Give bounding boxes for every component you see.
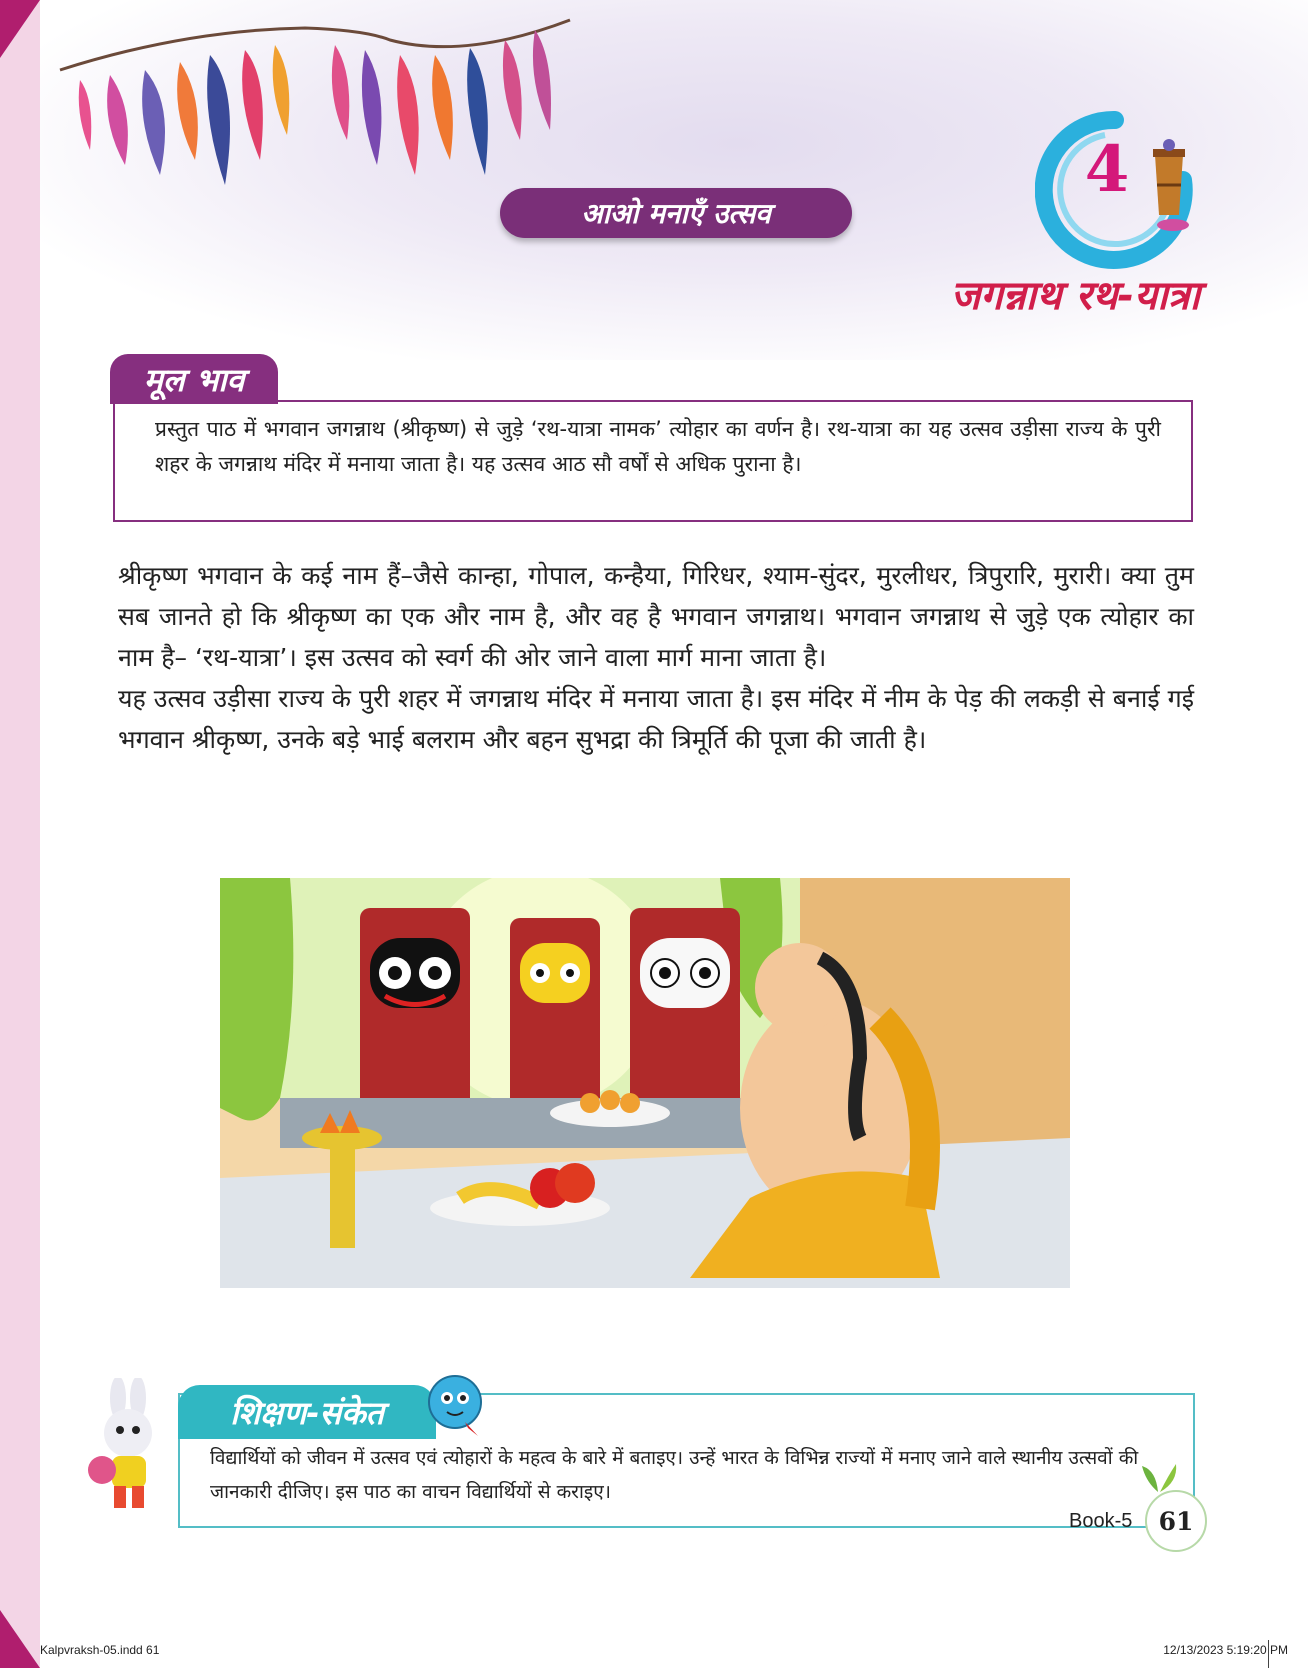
pencil-mascot-icon	[420, 1370, 490, 1440]
lesson-body	[118, 555, 1194, 760]
rabbit-mascot-illustration	[80, 1378, 180, 1518]
chapter-number: 4	[1084, 132, 1130, 207]
jagannath-worship-illustration	[220, 878, 1070, 1288]
corner-mark-top	[0, 0, 40, 58]
file-slug: Kalpvraksh-05.indd 61	[40, 1643, 160, 1657]
page-number: 61	[1145, 1490, 1207, 1552]
shikshan-sanket-text: विद्यार्थियों को जीवन में उत्सव एवं त्योहारों के महत्व के बारे में बताइए। उन्हें भारत के विभिन्न राज्यों में मनाए जाने वाले स्थानीय उत्सवों की जानकारी दीजिए। इस पाठ का वाचन विद्यार्थियों से कराइए।	[210, 1447, 1139, 1503]
body-paragraph: श्रीकृष्ण भगवान के कई नाम हैं–जैसे कान्हा, गोपाल, कन्हैया, गिरिधर, श्याम-सुंदर, मुरलीधर, त्रिपुरारि, मुरारी। क्या तुम सब जानते हो कि श्रीकृष्ण का एक और नाम है, और वह है भगवान जगन्नाथ। भगवान जगन्नाथ से जुड़े एक त्योहार का नाम है– ‘रथ-यात्रा’। इस उत्सव को स्वर्ग की ओर जाने वाला मार्ग माना जाता है।	[118, 561, 1194, 672]
mool-bhav-text: प्रस्तुत पाठ में भगवान जगन्नाथ (श्रीकृष्ण) से जुड़े ‘रथ-यात्रा नामक’ त्योहार का वर्णन है। रथ-यात्रा का यह उत्सव उड़ीसा राज्य के पुरी शहर के जगन्नाथ मंदिर में मनाया जाता है। यह उत्सव आठ सौ वर्षों से अधिक पुराना है।	[155, 417, 1161, 476]
corner-mark-bottom	[0, 1610, 40, 1668]
book-label: Book-5	[1069, 1510, 1133, 1532]
feather-garland-illustration	[55, 0, 575, 200]
lesson-title: जगन्नाथ रथ-यात्रा	[950, 273, 1200, 319]
body-paragraph: यह उत्सव उड़ीसा राज्य के पुरी शहर में जगन्नाथ मंदिर में मनाया जाता है। इस मंदिर में नीम के पेड़ की लकड़ी से बनाई गई भगवान श्रीकृष्ण, उनके बड़े भाई बलराम और बहन सुभद्रा की त्रिमूर्ति की पूजा की जाती है।	[118, 684, 1194, 754]
mool-bhav-box	[113, 400, 1193, 522]
unit-banner: आओ मनाएँ उत्सव	[500, 188, 852, 238]
shikshan-sanket-heading: शिक्षण-संकेत	[178, 1385, 436, 1439]
left-margin-strip	[0, 0, 40, 1668]
print-timestamp: 12/13/2023 5:19:20 PM	[1163, 1643, 1288, 1657]
mool-bhav-heading: मूल भाव	[110, 354, 278, 404]
